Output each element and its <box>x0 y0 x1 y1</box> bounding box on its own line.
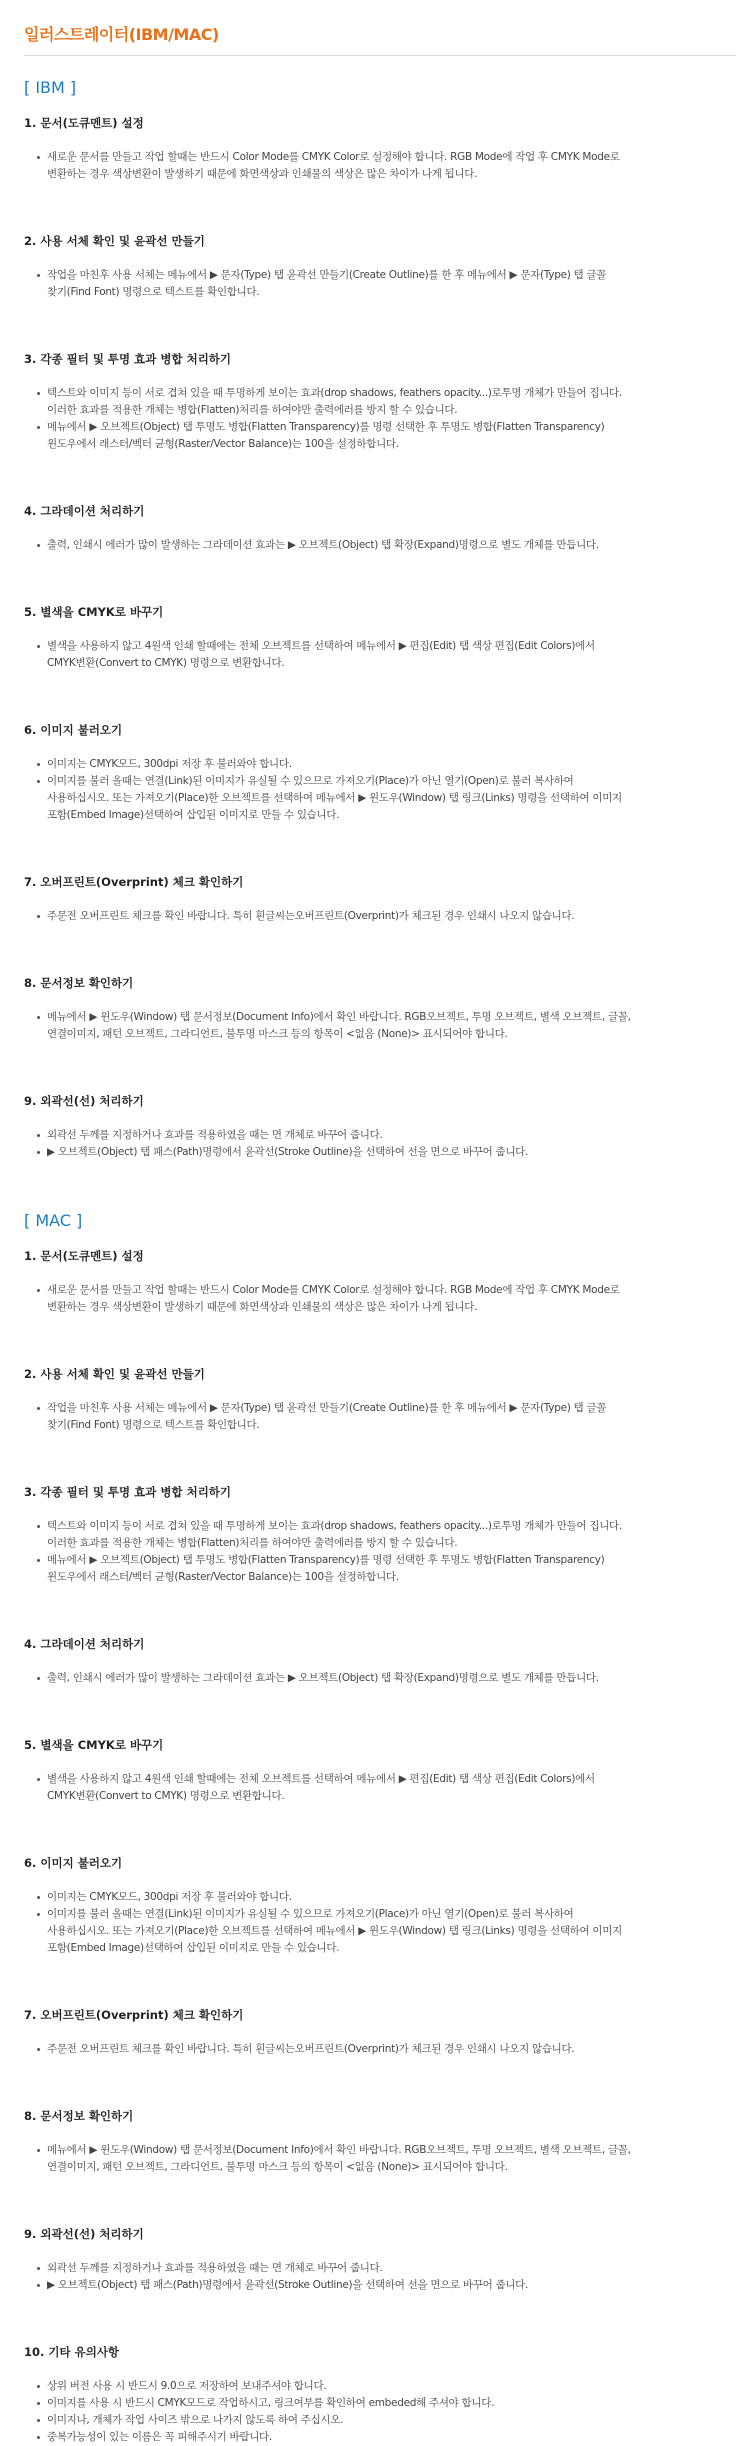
section-title: 1. 문서(도큐멘트) 설정 <box>24 116 144 130</box>
bullet-item: 작업을 마친후 사용 서체는 메뉴에서 ▶ 문자(Type) 탭 윤곽선 만들기(Create Outline)를 한 후 메뉴에서 ▶ 문자(Type) 탭 글꼴 찾기(Find Font) 명령으로 텍스트를 확인합니다. <box>37 267 736 301</box>
bullet-item: 외곽선 두께를 지정하거나 효과를 적용하였을 때는 면 개체로 바꾸어 줍니다. <box>37 1127 736 1144</box>
bullet-item: 텍스트와 이미지 등이 서로 겹쳐 있을 때 투명하게 보이는 효과(drop shadows, feathers opacity...)로투명 개체가 만들어 집니다. 이러한 효과를 적용한 개체는 병합(Flatten)처리를 하여야만 출력에러를 방지 할 수 있습니다. <box>37 1518 736 1552</box>
guide-section <box>24 1093 736 1161</box>
bullet-item: 주문전 오버프린트 체크를 확인 바랍니다. 특히 흰글씨는오버프린트(Overprint)가 체크된 경우 인쇄시 나오지 않습니다. <box>37 2041 736 2058</box>
bullet-item: 메뉴에서 ▶ 윈도우(Window) 탭 문서정보(Document Info)에서 확인 바랍니다. RGB오브젝트, 투명 오브젝트, 별색 오브젝트, 글꼴, 연결이미지, 패턴 오브젝트, 그라디언트, 불투명 마스크 등의 항목이 <없음 (None)> 표시되어야 합니다. <box>37 1009 736 1043</box>
platform-title: [ IBM ] <box>24 78 77 97</box>
bullet-item: 메뉴에서 ▶ 오브젝트(Object) 탭 투명도 병합(Flatten Transparency)를 명령 선택한 후 투명도 병합(Flatten Transparency) 윈도우에서 래스터/벡터 균형(Raster/Vector Balance)는 100을 설정하합니다. <box>37 1552 736 1586</box>
guide-section <box>24 722 736 824</box>
guide-section <box>24 115 736 183</box>
bullet-list <box>24 385 736 453</box>
bullet-list <box>24 2142 736 2176</box>
section-title: 4. 그라데이션 처리하기 <box>24 504 145 518</box>
bullet-list <box>24 2041 736 2058</box>
guide-section <box>24 1484 736 1586</box>
bullet-item: 중복가능성이 있는 이름은 꼭 피해주시기 바랍니다. <box>37 2429 736 2446</box>
section-title: 5. 별색을 CMYK로 바꾸기 <box>24 605 164 619</box>
section-title: 4. 그라데이션 처리하기 <box>24 1637 145 1651</box>
bullet-list <box>24 2378 736 2446</box>
section-title: 2. 사용 서체 확인 및 윤곽선 만들기 <box>24 1367 205 1381</box>
bullet-list <box>24 537 736 554</box>
guide-section <box>24 503 736 554</box>
bullet-item: 새로운 문서를 만들고 작업 할때는 반드시 Color Mode를 CMYK Color로 설정해야 합니다. RGB Mode에 작업 후 CMYK Mode로 변환하는 경우 색상변환이 발생하기 때문에 화면색상과 인쇄물의 색상은 많은 차이가 나게 됩니다. <box>37 1282 736 1316</box>
platform-block <box>24 1211 736 2446</box>
bullet-list <box>24 908 736 925</box>
bullet-item: 메뉴에서 ▶ 윈도우(Window) 탭 문서정보(Document Info)에서 확인 바랍니다. RGB오브젝트, 투명 오브젝트, 별색 오브젝트, 글꼴, 연결이미지, 패턴 오브젝트, 그라디언트, 불투명 마스크 등의 항목이 <없음 (None)> 표시되어야 합니다. <box>37 2142 736 2176</box>
section-title: 5. 별색을 CMYK로 바꾸기 <box>24 1738 164 1752</box>
guide-section <box>24 2007 736 2058</box>
bullet-item: 출력, 인쇄시 에러가 많이 발생하는 그라데이션 효과는 ▶ 오브젝트(Object) 탭 확장(Expand)명령으로 별도 개체를 만듭니다. <box>37 537 736 554</box>
platform-title: [ MAC ] <box>24 1211 83 1230</box>
bullet-item: 새로운 문서를 만들고 작업 할때는 반드시 Color Mode를 CMYK Color로 설정해야 합니다. RGB Mode에 작업 후 CMYK Mode로 변환하는 경우 색상변환이 발생하기 때문에 화면색상과 인쇄물의 색상은 많은 차이가 나게 됩니다. <box>37 149 736 183</box>
bullet-item: ▶ 오브젝트(Object) 탭 패스(Path)명령에서 윤곽선(Stroke Outline)을 선택하여 선을 면으로 바꾸어 줍니다. <box>37 1144 736 1161</box>
bullet-list <box>24 1009 736 1043</box>
section-title: 10. 기타 유의사항 <box>24 2345 120 2359</box>
bullet-item: 이미지는 CMYK모드, 300dpi 저장 후 불러와야 합니다. <box>37 1889 736 1906</box>
section-title: 2. 사용 서체 확인 및 윤곽선 만들기 <box>24 234 205 248</box>
section-title: 8. 문서정보 확인하기 <box>24 976 134 990</box>
bullet-item: 메뉴에서 ▶ 오브젝트(Object) 탭 투명도 병합(Flatten Transparency)를 명령 선택한 후 투명도 병합(Flatten Transparency) 윈도우에서 래스터/벡터 균형(Raster/Vector Balance)는 100을 설정하합니다. <box>37 419 736 453</box>
bullet-list <box>24 149 736 183</box>
section-title: 6. 이미지 불러오기 <box>24 723 123 737</box>
platform-block <box>24 78 736 1161</box>
guide-section <box>24 233 736 301</box>
bullet-list <box>24 1282 736 1316</box>
bullet-item: 별색을 사용하지 않고 4원색 인쇄 할때에는 전체 오브젝트를 선택하여 메뉴에서 ▶ 편집(Edit) 탭 색상 편집(Edit Colors)에서 CMYK변환(Convert to CMYK) 명령으로 변환합니다. <box>37 1771 736 1805</box>
bullet-item: 별색을 사용하지 않고 4원색 인쇄 할때에는 전체 오브젝트를 선택하여 메뉴에서 ▶ 편집(Edit) 탭 색상 편집(Edit Colors)에서 CMYK변환(Convert to CMYK) 명령으로 변환합니다. <box>37 638 736 672</box>
bullet-list <box>24 638 736 672</box>
bullet-item: 이미지를 불러 올때는 연결(Link)된 이미지가 유실될 수 있으므로 가져오기(Place)가 아닌 열기(Open)로 불러 복사하여 사용하십시오. 또는 가져오기(Place)한 오브젝트를 선택하여 메뉴에서 ▶ 윈도우(Window) 탭 링크(Links) 명령을 선택하여 이미지 포함(Embed Image)선택하여 삽입된 이미지로 만들 수 있습니다. <box>37 1906 736 1957</box>
bullet-list <box>24 267 736 301</box>
section-title: 6. 이미지 불러오기 <box>24 1856 123 1870</box>
bullet-list <box>24 1127 736 1161</box>
bullet-item: 상위 버전 사용 시 반드시 9.0으로 저장하여 보내주셔야 합니다. <box>37 2378 736 2395</box>
bullet-item: 이미지를 불러 올때는 연결(Link)된 이미지가 유실될 수 있으므로 가져오기(Place)가 아닌 열기(Open)로 불러 복사하여 사용하십시오. 또는 가져오기(Place)한 오브젝트를 선택하여 메뉴에서 ▶ 윈도우(Window) 탭 링크(Links) 명령을 선택하여 이미지 포함(Embed Image)선택하여 삽입된 이미지로 만들 수 있습니다. <box>37 773 736 824</box>
guide-section <box>24 2344 736 2446</box>
section-title: 8. 문서정보 확인하기 <box>24 2109 134 2123</box>
bullet-list <box>24 2260 736 2294</box>
bullet-item: 텍스트와 이미지 등이 서로 겹쳐 있을 때 투명하게 보이는 효과(drop shadows, feathers opacity...)로투명 개체가 만들어 집니다. 이러한 효과를 적용한 개체는 병합(Flatten)처리를 하여야만 출력에러를 방지 할 수 있습니다. <box>37 385 736 419</box>
page-title: 일러스트레이터(IBM/MAC) <box>24 22 736 56</box>
section-title: 9. 외곽선(선) 처리하기 <box>24 1094 144 1108</box>
section-title: 1. 문서(도큐멘트) 설정 <box>24 1249 144 1263</box>
bullet-item: 이미지는 CMYK모드, 300dpi 저장 후 불러와야 합니다. <box>37 756 736 773</box>
bullet-item: 이미지를 사용 시 반드시 CMYK모드로 작업하시고, 링크여부를 확인하여 embeded해 주셔야 합니다. <box>37 2395 736 2412</box>
platform-list <box>24 78 736 2446</box>
guide-section <box>24 2108 736 2176</box>
bullet-list <box>24 1400 736 1434</box>
section-title: 3. 각종 필터 및 투명 효과 병합 처리하기 <box>24 1485 232 1499</box>
bullet-list <box>24 1518 736 1586</box>
guide-section <box>24 351 736 453</box>
guide-section <box>24 975 736 1043</box>
bullet-list <box>24 1670 736 1687</box>
bullet-item: ▶ 오브젝트(Object) 탭 패스(Path)명령에서 윤곽선(Stroke Outline)을 선택하여 선을 면으로 바꾸어 줍니다. <box>37 2277 736 2294</box>
section-title: 9. 외곽선(선) 처리하기 <box>24 2227 144 2241</box>
section-title: 3. 각종 필터 및 투명 효과 병합 처리하기 <box>24 352 232 366</box>
guide-section <box>24 1366 736 1434</box>
bullet-item: 출력, 인쇄시 에러가 많이 발생하는 그라데이션 효과는 ▶ 오브젝트(Object) 탭 확장(Expand)명령으로 별도 개체를 만듭니다. <box>37 1670 736 1687</box>
guide-section <box>24 1737 736 1805</box>
guide-section <box>24 2226 736 2294</box>
section-title: 7. 오버프린트(Overprint) 체크 확인하기 <box>24 2008 244 2022</box>
section-title: 7. 오버프린트(Overprint) 체크 확인하기 <box>24 875 244 889</box>
bullet-item: 외곽선 두께를 지정하거나 효과를 적용하였을 때는 면 개체로 바꾸어 줍니다. <box>37 2260 736 2277</box>
bullet-item: 이미지나, 개체가 작업 사이즈 밖으로 나가지 않도록 하여 주십시오. <box>37 2412 736 2429</box>
guide-section <box>24 604 736 672</box>
guide-section <box>24 1855 736 1957</box>
guide-section <box>24 1248 736 1316</box>
guide-section <box>24 1636 736 1687</box>
guide-section <box>24 874 736 925</box>
bullet-list <box>24 1889 736 1957</box>
bullet-item: 주문전 오버프린트 체크를 확인 바랍니다. 특히 흰글씨는오버프린트(Overprint)가 체크된 경우 인쇄시 나오지 않습니다. <box>37 908 736 925</box>
bullet-item: 작업을 마친후 사용 서체는 메뉴에서 ▶ 문자(Type) 탭 윤곽선 만들기(Create Outline)를 한 후 메뉴에서 ▶ 문자(Type) 탭 글꼴 찾기(Find Font) 명령으로 텍스트를 확인합니다. <box>37 1400 736 1434</box>
bullet-list <box>24 1771 736 1805</box>
bullet-list <box>24 756 736 824</box>
